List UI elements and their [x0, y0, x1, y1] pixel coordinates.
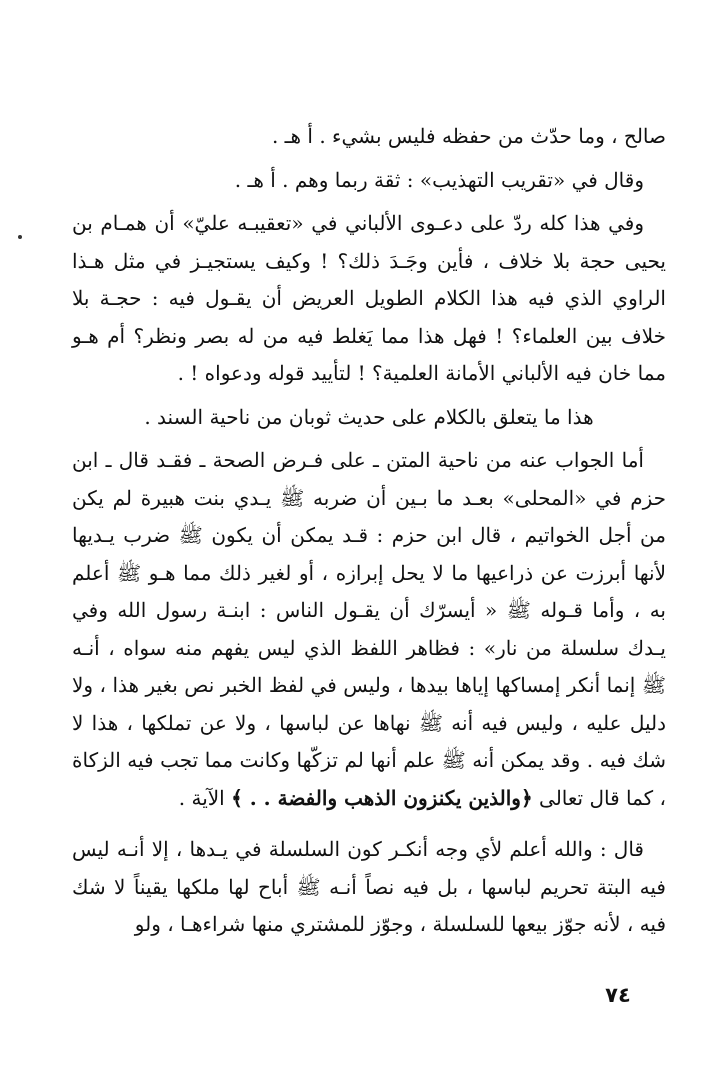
paragraph-5-text: أما الجواب عنه من ناحية المتن ـ على فـرض الصحة ـ فقـد قال ـ ابن حزم في «المحلى» بعـد ما بـين أن ضربه ﷺ يـدي بنت هبيرة لم يكن من أجل الخواتيم ، قال ابن حزم : قـد يمكن أن يكون ﷺ ضرب يـديها لأنها أبرزت عن ذراعيها ما لا يحل إبرازه ، أو لغير ذلك مما هـو ﷺ أعلم به ، وأما قـوله ﷺ « أيسرّك أن يقـول الناس : ابنـة رسول الله وفي يـدك سلسلة من نار» : فظاهر اللفظ الذي ليس يفهم منه سواه ، أنـه ﷺ إنما أنكر إمساكها إياها بيدها ، وليس في لفظ الخبر نص بغير هذا ، ولا دليل عليه ، وليس فيه أنه ﷺ نهاها عن لباسها ، ولا عن تملكها ، هذا لا شك فيه . وقد يمكن أنه ﷺ علم أنها لم تزكّها وكانت مما تجب فيه الزكاة ، كما قال تعالى — [72, 448, 666, 810]
quran-verse: ﴿والذين يكنزون الذهب والفضة . . ﴾ — [231, 785, 533, 810]
paragraph-2: وقال في «تقريب التهذيب» : ثقة ربما وهم . أ هـ . — [234, 167, 644, 192]
paragraph-4: هذا ما يتعلق بالكلام على حديث ثوبان من ناحية السند . — [144, 404, 594, 429]
margin-mark — [18, 235, 22, 239]
body-text — [72, 118, 666, 944]
verse-suffix: الآية . — [178, 785, 232, 810]
paragraph-5 — [72, 442, 666, 817]
paragraph-6: قال : والله أعلم لأي وجه أنكـر كون السلسلة في يـدها ، إلا أنـه ليس فيه البتة تحريم لباسها ، بل فيه نصاً أنـه ﷺ أباح لها ملكها يقيناً لا شك فيه ، لأنه جوّز بيعها للسلسلة ، وجوّز للمشتري منها شراءهـا ، ولو — [72, 837, 666, 936]
paragraph-1: صالح ، وما حدّث من حفظه فليس بشيء . أ هـ . — [271, 124, 666, 148]
paragraph-3: وفي هذا كله ردّ على دعـوى الألباني في «تعقيبـه عليّ» أن همـام بن يحيى حجة بلا خلاف ، فأين وجَـدَ ذلك؟ ! وكيف يستجيـز في مثل هـذا الراوي الذي فيه هذا الكلام الطويل العريض أن يقـول فيه : حجـة بلا خلاف بين العلماء؟ ! فهل هذا مما يَغلط فيه من له بصر ونظر؟ أم هـو مما خان فيه الألباني الأمانة العلمية؟ ! لتأييد قوله ودعواه ! . — [72, 211, 666, 385]
page-number: ٧٤ — [605, 983, 631, 1007]
